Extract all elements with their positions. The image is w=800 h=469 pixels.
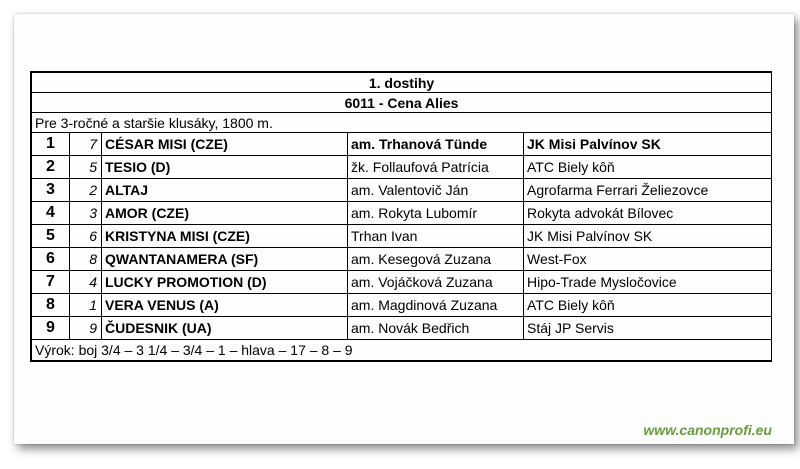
trainer-cell: am. Trhanová Tünde <box>348 133 524 156</box>
trainer-cell: am. Vojáčková Zuzana <box>348 271 524 294</box>
place-cell: 8 <box>32 294 70 317</box>
owner-cell: JK Misi Palvínov SK <box>524 225 772 248</box>
horse-name-cell: ALTAJ <box>102 179 348 202</box>
table-row <box>32 133 772 156</box>
verdict-text: Výrok: boj 3/4 – 3 1/4 – 3/4 – 1 – hlava – 17 – 8 – 9 <box>32 340 772 361</box>
owner-cell: West-Fox <box>524 248 772 271</box>
horse-name-cell: KRISTYNA MISI (CZE) <box>102 225 348 248</box>
trainer-cell: am. Kesegová Zuzana <box>348 248 524 271</box>
horse-number-cell: 4 <box>70 271 102 294</box>
place-cell: 7 <box>32 271 70 294</box>
race-name: 6011 - Cena Alies <box>32 93 772 113</box>
horse-name-cell: CÉSAR MISI (CZE) <box>102 133 348 156</box>
document-card <box>14 14 794 444</box>
place-cell: 2 <box>32 156 70 179</box>
table-row <box>32 294 772 317</box>
table-row <box>32 179 772 202</box>
results-sheet <box>30 71 772 362</box>
trainer-cell: am. Valentovič Ján <box>348 179 524 202</box>
place-cell: 5 <box>32 225 70 248</box>
table-row <box>32 271 772 294</box>
trainer-cell: žk. Follaufová Patrícia <box>348 156 524 179</box>
table-row <box>32 248 772 271</box>
trainer-cell: am. Novák Bedřich <box>348 317 524 340</box>
watermark: www.canonprofi.eu <box>643 422 772 438</box>
trainer-cell: am. Rokyta Lubomír <box>348 202 524 225</box>
place-cell: 1 <box>32 133 70 156</box>
race-title: 1. dostihy <box>32 73 772 93</box>
horse-number-cell: 2 <box>70 179 102 202</box>
horse-name-cell: TESIO (D) <box>102 156 348 179</box>
place-cell: 4 <box>32 202 70 225</box>
owner-cell: Stáj JP Servis <box>524 317 772 340</box>
trainer-cell: Trhan Ivan <box>348 225 524 248</box>
horse-number-cell: 7 <box>70 133 102 156</box>
trainer-cell: am. Magdinová Zuzana <box>348 294 524 317</box>
owner-cell: Rokyta advokát Bílovec <box>524 202 772 225</box>
horse-number-cell: 6 <box>70 225 102 248</box>
owner-cell: Hipo-Trade Mysločovice <box>524 271 772 294</box>
owner-cell: ATC Biely kôň <box>524 156 772 179</box>
race-conditions-row <box>32 113 772 133</box>
horse-name-cell: AMOR (CZE) <box>102 202 348 225</box>
horse-number-cell: 8 <box>70 248 102 271</box>
owner-cell: ATC Biely kôň <box>524 294 772 317</box>
table-row <box>32 225 772 248</box>
place-cell: 9 <box>32 317 70 340</box>
table-row <box>32 202 772 225</box>
place-cell: 3 <box>32 179 70 202</box>
horse-number-cell: 9 <box>70 317 102 340</box>
table-row <box>32 317 772 340</box>
race-name-row <box>32 93 772 113</box>
owner-cell: Agrofarma Ferrari Želiezovce <box>524 179 772 202</box>
horse-name-cell: ČUDESNIK (UA) <box>102 317 348 340</box>
horse-number-cell: 5 <box>70 156 102 179</box>
race-conditions: Pre 3-ročné a staršie klusáky, 1800 m. <box>32 113 772 133</box>
horse-number-cell: 1 <box>70 294 102 317</box>
table-row <box>32 156 772 179</box>
horse-name-cell: QWANTANAMERA (SF) <box>102 248 348 271</box>
horse-name-cell: VERA VENUS (A) <box>102 294 348 317</box>
owner-cell: JK Misi Palvínov SK <box>524 133 772 156</box>
horse-number-cell: 3 <box>70 202 102 225</box>
results-table <box>31 72 772 361</box>
verdict-row <box>32 340 772 361</box>
horse-name-cell: LUCKY PROMOTION (D) <box>102 271 348 294</box>
race-title-row <box>32 73 772 93</box>
place-cell: 6 <box>32 248 70 271</box>
